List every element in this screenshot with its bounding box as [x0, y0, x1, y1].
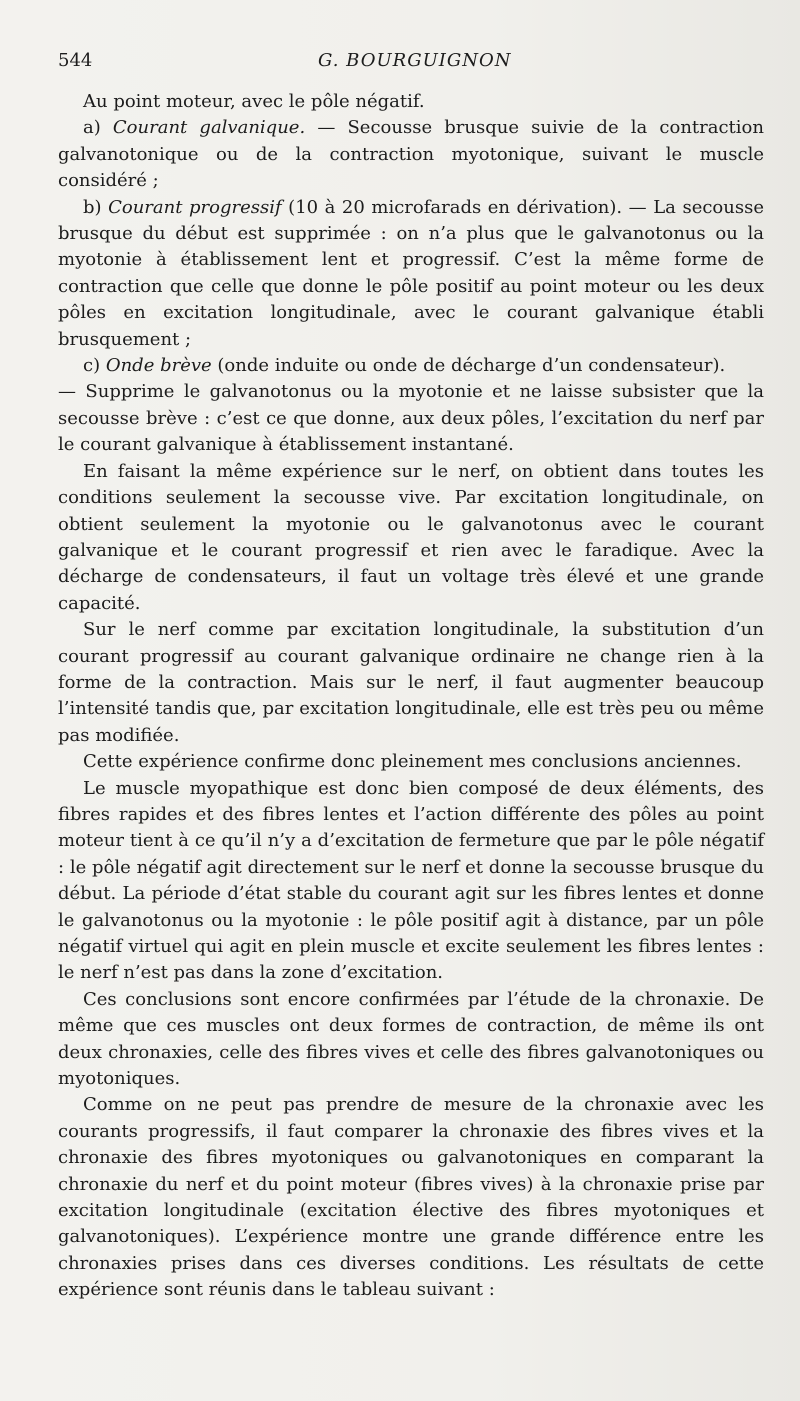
paragraph-b: b) Courant progressif (10 à 20 microfarads en dérivation). — La secousse brusque du début est supprimée : on n’a plus que le galvanotonus ou la myotonie à établissement lent et progressif. C’est la même forme de contraction que celle que donne le pôle positif au point moteur ou les deux pôles en excitation longitudinale, avec le courant galvanique établi brusquement ;	[58, 196, 764, 350]
paragraph: Cette expérience confirme donc pleinement mes conclusions anciennes.	[83, 751, 742, 773]
item-label: c)	[83, 355, 106, 377]
paragraph-c-continued: — Supprime le galvanotonus ou la myotonie et ne laisse subsister que la secousse brève : c’est ce que donne, aux deux pôles, l’excitation du nerf par le courant galvanique à établissement instantané.	[58, 381, 764, 456]
item-heading: Onde brève	[105, 355, 212, 377]
item-label: a)	[83, 117, 113, 139]
paragraph: Le muscle myopathique est donc bien composé de deux éléments, des fibres rapides et des fibres lentes et l’action différente des pôles au point moteur tient à ce qu’il n’y a d’excitation de fermeture que par le pôle négatif : le pôle négatif agit directement sur le nerf et donne la secousse brusque du début. La période d’état stable du courant agit sur les fibres lentes et donne le galvanotonus ou la myotonie : le pôle positif agit à distance, par un pôle négatif virtuel qui agit en plein muscle et excite seulement les fibres lentes : le nerf n’est pas dans la zone d’excitation.	[58, 777, 764, 984]
running-title: G. BOURGUIGNON	[318, 50, 512, 71]
paragraph: Ces conclusions sont encore confirmées par l’étude de la chronaxie. De même que ces muscles ont deux formes de contraction, de même ils ont deux chronaxies, celle des fibres vives et celle des fibres galvanotoniques ou myotoniques.	[58, 988, 764, 1090]
paragraph: Sur le nerf comme par excitation longitudinale, la substitution d’un courant progressif au courant galvanique ordinaire ne change rien à la forme de la contraction. Mais sur le nerf, il faut augmenter beaucoup l’intensité tandis que, par excitation longitudinale, elle est très peu ou même pas modifiée.	[58, 619, 764, 746]
page-header	[58, 50, 770, 80]
item-heading: Courant galvanique.	[112, 117, 306, 139]
paragraph-a: a) Courant galvanique. — Secousse brusque suivie de la contraction galvanotonique ou de la contraction myotonique, suivant le muscle considéré ;	[58, 117, 764, 192]
paragraph-intro: Au point moteur, avec le pôle négatif.	[83, 91, 425, 112]
item-heading: Courant progressif	[108, 196, 282, 218]
page-number: 544	[58, 50, 93, 71]
paragraph: En faisant la même expérience sur le nerf, on obtient dans toutes les conditions seulement la secousse vive. Par excitation longitudinale, on obtient seulement la myotonie ou le galvanotonus avec le courant galvanique et le courant progressif et rien avec le faradique. Avec la décharge de condensateurs, il faut un voltage très élevé et une grande capacité.	[58, 460, 764, 614]
paragraph-c: c) Onde brève (onde induite ou onde de décharge d’un condensateur).	[83, 355, 726, 377]
paragraph: Comme on ne peut pas prendre de mesure de la chronaxie avec les courants progressifs, il faut comparer la chronaxie des fibres vives et la chronaxie des fibres myotoniques ou galvanotoniques en comparant la chronaxie du nerf et du point moteur (fibres vives) à la chronaxie prise par excitation longitudinale (excitation élective des fibres myotoniques et galvanotoniques). L’expérience montre une grande différence entre les chronaxies prises dans ces diverses conditions. Les résultats de cette expérience sont réunis dans le tableau suivant :	[58, 1094, 764, 1301]
item-label: b)	[83, 196, 109, 218]
body-text	[58, 89, 764, 1304]
